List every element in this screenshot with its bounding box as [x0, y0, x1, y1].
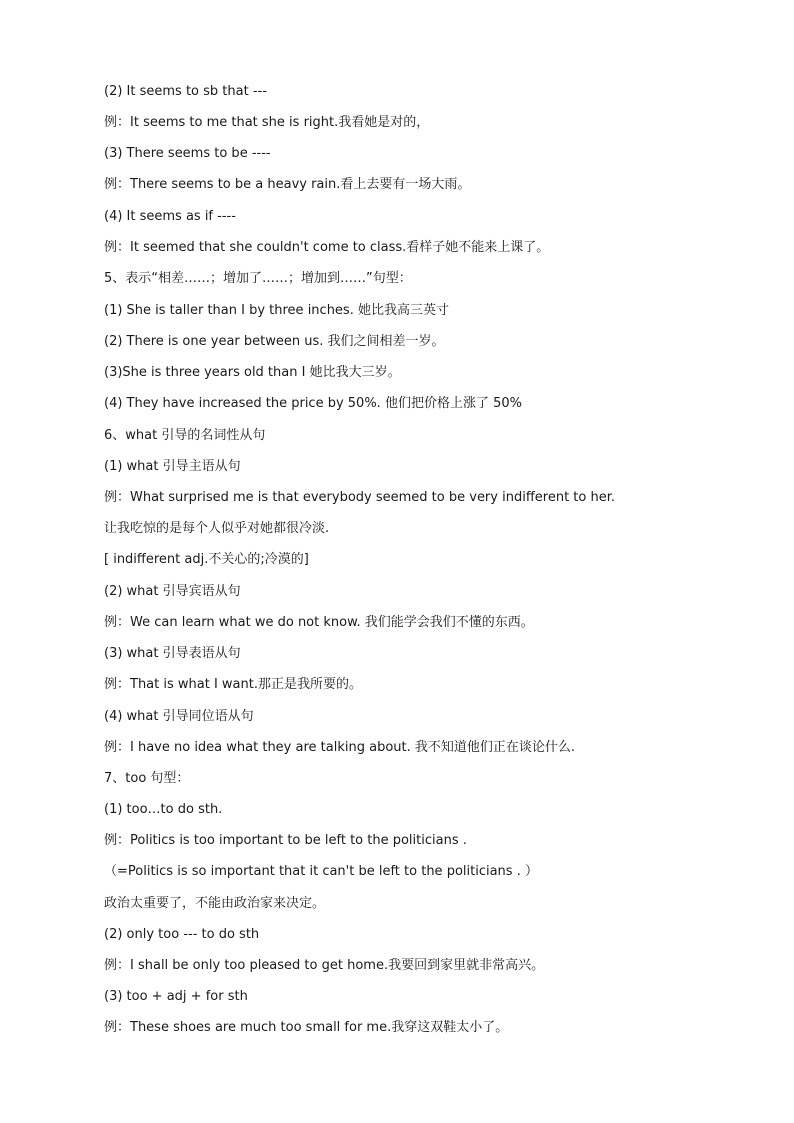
text-line: 例：What surprised me is that everybody seemed to be very indifferent to her.	[104, 490, 616, 505]
text-line: (2) There is one year between us. 我们之间相差一岁。	[104, 334, 445, 349]
text-line: 例：We can learn what we do not know. 我们能学会我们不懂的东西。	[104, 615, 534, 630]
text-line: 例：I have no idea what they are talking about. 我不知道他们正在谈论什么.	[104, 740, 576, 755]
text-line: 例：There seems to be a heavy rain.看上去要有一场大雨。	[104, 177, 471, 192]
text-line: (2) what 引导宾语从句	[104, 584, 241, 599]
text-line: (4) what 引导同位语从句	[104, 709, 254, 724]
text-line: 例：These shoes are much too small for me.我穿这双鞋太小了。	[104, 1020, 509, 1035]
text-line: (3) There seems to be ----	[104, 146, 271, 161]
text-line: 例：I shall be only too pleased to get home.我要回到家里就非常高兴。	[104, 958, 545, 973]
text-line: (2) only too --- to do sth	[104, 927, 260, 942]
text-line: 例：That is what I want.那正是我所要的。	[104, 677, 362, 692]
text-line: 例：It seems to me that she is right.我看她是对的，	[104, 115, 430, 130]
text-line: (4) They have increased the price by 50%. 他们把价格上涨了 50%	[104, 396, 522, 411]
text-line: [ indifferent adj.不关心的;冷漠的]	[104, 552, 309, 567]
text-line: (1) what 引导主语从句	[104, 459, 241, 474]
text-line: (3) too + adj + for sth	[104, 989, 248, 1004]
text-line: (3) what 引导表语从句	[104, 646, 241, 661]
text-line: (1) too…to do sth.	[104, 802, 223, 817]
text-line: 例：Politics is too important to be left to the politicians .	[104, 833, 467, 848]
text-line: （=Politics is so important that it can't be left to the politicians . ）	[104, 864, 538, 879]
section-heading: 7、too 句型：	[104, 771, 190, 786]
text-line: 政治太重要了，不能由政治家来决定。	[104, 896, 326, 911]
text-line: (1) She is taller than I by three inches. 她比我高三英寸	[104, 303, 449, 318]
text-line: 让我吃惊的是每个人似乎对她都很冷淡.	[104, 521, 330, 536]
section-heading: 5、表示“相差……；增加了……；增加到……”句型：	[104, 271, 412, 286]
text-line: (3)She is three years old than I 她比我大三岁。	[104, 365, 401, 380]
section-heading: 6、what 引导的名词性从句	[104, 428, 266, 443]
text-line: (2) It seems to sb that ---	[104, 84, 267, 99]
text-line: (4) It seems as if ----	[104, 209, 236, 224]
text-line: 例：It seemed that she couldn't come to class.看样子她不能来上课了。	[104, 240, 550, 255]
